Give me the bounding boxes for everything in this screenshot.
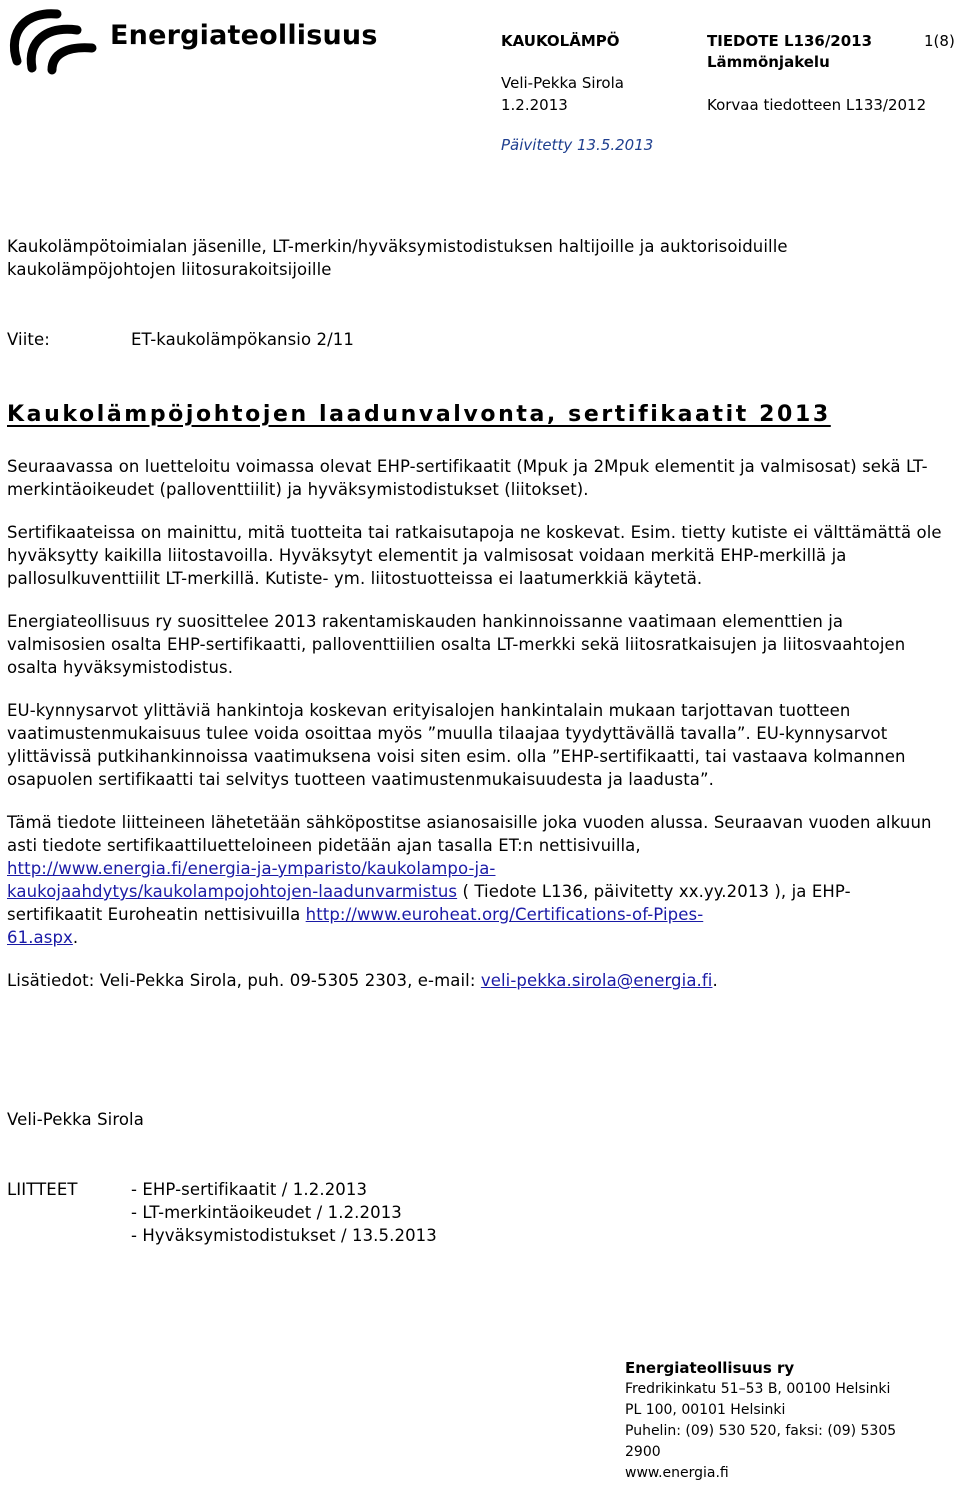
distribution-text-3: . xyxy=(72,928,79,947)
distribution-text: Tämä tiedote liitteineen lähetetään sähköpostitse asianosaisille joka vuoden alussa. Seuraavan vuoden alkuun asti tiedote sertifikaattiluetteloineen pidetään ajan tasalla ET:n nettisivuilla, xyxy=(7,813,932,855)
distribution-label: Lämmönjakelu xyxy=(707,53,830,71)
energiateollisuus-logo-mark xyxy=(2,6,102,76)
footer-phone: Puhelin: (09) 530 520, faksi: (09) 5305 xyxy=(625,1423,897,1439)
recipients-line-1: Kaukolämpötoimialan jäsenille, LT-merkin/hyväksymistodistuksen haltijoille ja auktorisoiduille xyxy=(7,237,788,256)
updated-date: Päivitetty 13.5.2013 xyxy=(501,136,654,154)
attachment-item: - EHP-sertifikaatit / 1.2.2013 xyxy=(131,1180,368,1199)
footer-fax: 2900 xyxy=(625,1444,661,1460)
document-id: TIEDOTE L136/2013 xyxy=(707,32,873,50)
distribution-text-2: ( Tiedote L136, päivitetty xx.yy.2013 ), ja EHP-sertifikaatit Euroheatin nettisivuilla xyxy=(7,882,851,924)
paragraph-certificate-scope: Sertifikaateissa on mainittu, mitä tuotteita tai ratkaisutapoja ne koskevat. Esim. tietty kutiste ei välttämättä ole hyväksytty kaikilla liitostavoilla. Hyväksytyt elementit ja valmisosat voidaan merkitä EHP-merkillä ja pallosulkuventtiilit LT-merkillä. Kutiste- ym. liitostuotteissa ei laatumerkkiä käytetä. xyxy=(7,523,942,588)
contact-text: Lisätiedot: Veli-Pekka Sirola, puh. 09-5305 2303, e-mail: xyxy=(7,971,481,990)
department-label: KAUKOLÄMPÖ xyxy=(501,32,620,50)
euroheat-link[interactable]: http://www.euroheat.org/Certifications-of-Pipes- 61.aspx xyxy=(7,905,704,947)
signature: Veli-Pekka Sirola xyxy=(7,1110,144,1129)
footer-address-2: PL 100, 00101 Helsinki xyxy=(625,1402,786,1418)
contact-text-end: . xyxy=(712,971,718,990)
attachment-item: - LT-merkintäoikeudet / 1.2.2013 xyxy=(131,1203,402,1222)
energia-certificates-link[interactable]: http://www.energia.fi/energia-ja-ymparisto/kaukolampo-ja- kaukojaahdytys/kaukolampojohtojen-laadunvarmistus xyxy=(7,859,496,901)
document-date: 1.2.2013 xyxy=(501,96,568,114)
footer-contact xyxy=(625,1358,945,1484)
paragraph-contact xyxy=(7,969,942,992)
reference-value: ET-kaukolämpökansio 2/11 xyxy=(131,330,354,349)
footer-website: www.energia.fi xyxy=(625,1465,729,1481)
replaces-note: Korvaa tiedotteen L133/2012 xyxy=(707,96,927,114)
contact-email-link[interactable]: veli-pekka.sirola@energia.fi xyxy=(480,971,713,990)
logo-wordmark: Energiateollisuus xyxy=(110,20,378,51)
attachments-label: LIITTEET xyxy=(7,1180,78,1199)
page-number: 1(8) xyxy=(924,32,955,50)
author-name: Veli-Pekka Sirola xyxy=(501,74,624,92)
paragraph-eu-thresholds: EU-kynnysarvot ylittäviä hankintoja koskevan erityisalojen hankintalain mukaan tarjottavan tuotteen vaatimustenmukaisuus tulee voida osoittaa myös ”muulla tilaajaa tyydyttävällä tavalla”. EU-kynnysarvot ylittävissä putkihankinnoissa vaatimuksena voisi siten esim. olla ”EHP-sertifikaatti, tai vastaava kolmannen osapuolen sertifikaatti tai selvitys tuotteen vaatimustenmukaisuudesta ja laadusta”. xyxy=(7,701,906,789)
attachments-list xyxy=(131,1178,437,1247)
body-text xyxy=(7,455,942,992)
recipients xyxy=(7,235,947,281)
recipients-line-2: kaukolämpöjohtojen liitosurakoitsijoille xyxy=(7,260,332,279)
paragraph-recommendation: Energiateollisuus ry suosittelee 2013 rakentamiskauden hankinnoissanne vaatimaan elementtien ja valmisosien osalta EHP-sertifikaatti, palloventtiilien osalta LT-merkki sekä liitosratkaisujen ja liitosvaahtojen osalta hyväksymistodistus. xyxy=(7,612,906,677)
paragraph-certificates-list: Seuraavassa on luetteloitu voimassa olevat EHP-sertifikaatit (Mpuk ja 2Mpuk elementit ja valmisosat) sekä LT-merkintäoikeudet (palloventtiilit) ja hyväksymistodistukset (liitokset). xyxy=(7,457,928,499)
attachment-item: - Hyväksymistodistukset / 13.5.2013 xyxy=(131,1226,437,1245)
reference-label: Viite: xyxy=(7,330,50,349)
footer-org: Energiateollisuus ry xyxy=(625,1359,795,1377)
page-title: Kaukolämpöjohtojen laadunvalvonta, sertifikaatit 2013 xyxy=(7,402,831,427)
paragraph-distribution xyxy=(7,811,942,949)
footer-address-1: Fredrikinkatu 51–53 B, 00100 Helsinki xyxy=(625,1381,891,1397)
